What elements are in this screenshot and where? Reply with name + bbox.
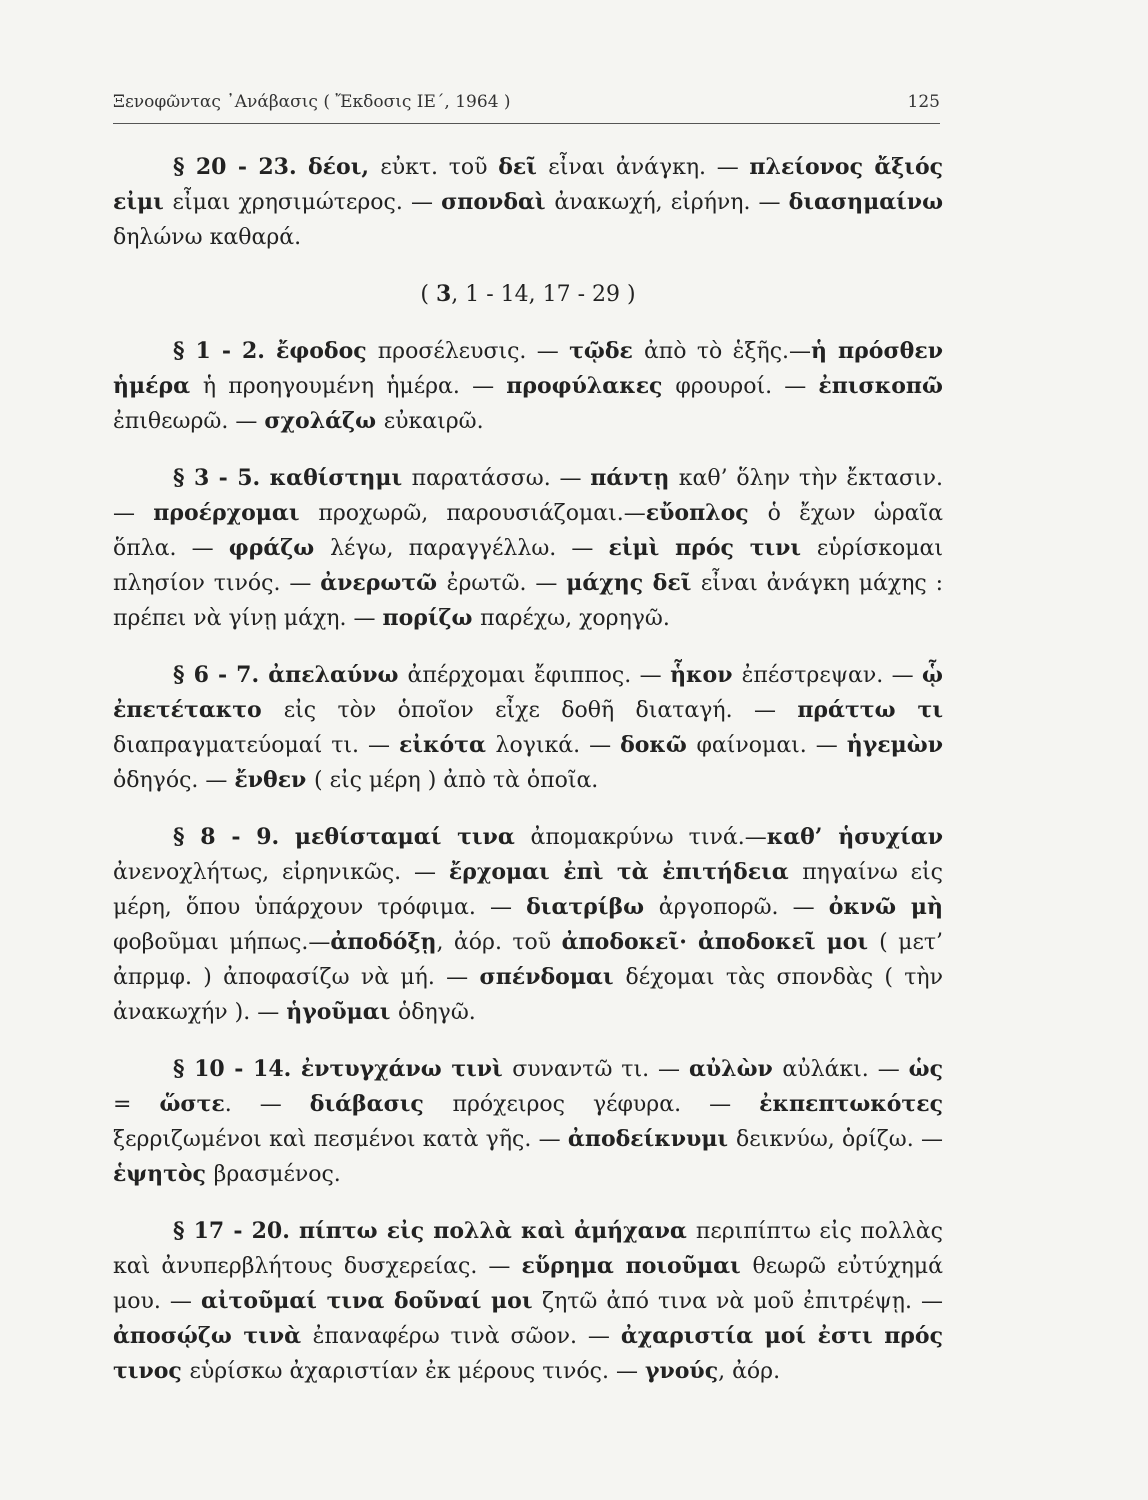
headword: εἰκότα — [398, 732, 496, 758]
headword: διασημαίνω — [788, 189, 944, 215]
headword: ἐπισκοπῶ — [818, 373, 943, 399]
glossary-paragraph — [113, 1052, 943, 1192]
definition-text: παρέχω, χορηγῶ. — [480, 606, 670, 631]
definition-text: πηγαίνω εἰς μέρη, ὅπου ὑπάρχουν τρόφιμα. — — [113, 860, 943, 920]
headword: ἔφοδος — [275, 338, 378, 364]
glossary-paragraph — [113, 150, 943, 255]
headword: δεῖ — [498, 154, 549, 180]
definition-text: ξερριζωμένοι καὶ πεσμένοι κατὰ γῆς. — — [113, 1127, 568, 1152]
running-head-title: Ξενοφῶντας ᾿Ανάβασις ( Ἔκδοσις ΙΕ΄, 1964 ) — [113, 92, 511, 112]
headword: 3 — [435, 281, 452, 307]
headword: φράζω — [228, 535, 331, 561]
headword: ἀνερωτῶ — [320, 570, 447, 596]
definition-text: ἀργοπορῶ. — — [658, 895, 829, 920]
definition-text: φοβοῦμαι μήπως.— — [113, 930, 331, 955]
headword: σπένδομαι — [479, 964, 626, 990]
glossary-paragraph — [113, 1214, 943, 1389]
definition-text: λογικά. — — [495, 733, 621, 758]
definition-text: ἐπιθεωρῶ. — — [113, 409, 265, 434]
headword: πάντῃ — [590, 465, 679, 491]
headword: σχολάζω — [264, 408, 384, 434]
headword: σπονδαὶ — [441, 189, 555, 215]
headword: πράττω τι — [797, 697, 943, 723]
headword: ἡ πρόσθεν ἡμέρα — [113, 338, 943, 399]
headword: ἀποδείκνυμι — [567, 1126, 737, 1152]
headword: τῷδε — [569, 338, 644, 364]
definition-text: εἰς τὸν ὁποῖον εἶχε δοθῆ διαταγή. — — [283, 698, 798, 723]
definition-text: διαπραγματεύομαί τι. — — [113, 733, 399, 758]
headword: αὐλὼν — [688, 1056, 783, 1082]
definition-text: ὁ ἔχων ὡραῖα ὅπλα. — — [113, 501, 943, 561]
headword: δέοι, — [307, 154, 381, 180]
glossary-text — [113, 150, 943, 1411]
headword: ἡγεμὼν — [846, 732, 943, 758]
headword: προφύλακες — [506, 373, 676, 399]
definition-text: εὑρίσκω ἀχαριστίαν ἐκ μέρους τινός. — — [189, 1359, 645, 1384]
definition-text: ἐπέστρεψαν. — — [741, 663, 923, 688]
headword: μάχης δεῖ — [566, 570, 701, 596]
glossary-paragraph — [113, 334, 943, 439]
definition-text: ἀνακωχή, εἰρήνη. — — [554, 190, 789, 215]
headword: ἀποδόξῃ — [330, 929, 437, 955]
headword: εὕρημα ποιοῦμαι — [521, 1253, 753, 1279]
definition-text: . — — [224, 1092, 310, 1117]
headword: ἑψητὸς — [113, 1161, 214, 1187]
headword: § 6 - 7. — [173, 662, 269, 688]
definition-text: ἀπομακρύνω τινά.— — [530, 825, 767, 850]
glossary-paragraph — [113, 658, 943, 798]
headword: διάβασις — [309, 1091, 453, 1117]
headword: εὔοπλος — [645, 500, 768, 526]
definition-text: συναντῶ τι. — — [512, 1057, 689, 1082]
headword: γνούς — [644, 1358, 719, 1384]
definition-text: βρασμένος. — [213, 1162, 341, 1187]
headword: προέρχομαι — [153, 500, 319, 526]
definition-text: περιπίπτω εἰς πολλὰς καὶ ἀνυπερβλήτους δυσχερείας. — — [113, 1219, 943, 1279]
definition-text: , ἀόρ. — [718, 1359, 781, 1384]
headword: ᾧ ἐπετέτακτο — [113, 662, 943, 723]
glossary-paragraph — [113, 820, 943, 1030]
definition-text: προσέλευσις. — — [377, 339, 570, 364]
definition-text: φαίνομαι. — — [696, 733, 847, 758]
headword: ἀποσῴζω τινὰ — [113, 1323, 313, 1349]
definition-text: εἶμαι χρησιμώτερος. — — [172, 190, 442, 215]
headword: ἀποδοκεῖ· ἀποδοκεῖ μοι — [561, 929, 880, 955]
definition-text: εὑρίσκομαι πλησίον τινός. — — [113, 536, 944, 596]
definition-text: εὐκτ. τοῦ — [380, 155, 499, 180]
definition-text: θεωρῶ εὐτύχημά μου. — — [113, 1254, 944, 1314]
headword: ἧκον — [670, 662, 742, 688]
definition-text: , ἀόρ. τοῦ — [436, 930, 562, 955]
headword: καθ’ ἡσυχίαν — [766, 824, 943, 850]
headword: § 3 - 5. — [173, 465, 270, 491]
glossary-paragraph — [113, 461, 943, 636]
headword: πορίζω — [382, 605, 481, 631]
definition-text: ( — [420, 282, 436, 307]
definition-text: ἐρωτῶ. — — [446, 571, 567, 596]
headword: δοκῶ — [620, 732, 697, 758]
definition-text: ὁδηγῶ. — [398, 1000, 476, 1025]
definition-text: ἀπέρχομαι ἔφιππος. — — [407, 663, 671, 688]
definition-text: λέγω, παραγγέλλω. — — [330, 536, 609, 561]
headword: ἔρχομαι ἐπὶ τὰ ἐπιτήδεια — [448, 859, 803, 885]
definition-text: δέχομαι τὰς σπονδὰς ( τὴν ἀνακωχήν ). — — [113, 965, 943, 1025]
headword: ἐκπεπτωκότες — [759, 1091, 944, 1117]
definition-text: δεικνύω, ὁρίζω. — — [736, 1127, 943, 1152]
definition-text: προχωρῶ, παρουσιάζομαι.— — [318, 501, 646, 526]
headword: πλείονος ἄξιός εἰμι — [113, 154, 944, 215]
headword: § 1 - 2. — [173, 338, 276, 364]
definition-text: πρόχειρος γέφυρα. — — [452, 1092, 760, 1117]
definition-text: ἀνενοχλήτως, εἰρηνικῶς. — — [113, 860, 449, 885]
headword: διατρίβω — [526, 894, 659, 920]
headword: μεθίσταμαί τινα — [294, 824, 531, 850]
headword: § 20 - 23. — [173, 154, 308, 180]
definition-text: ὁδηγός. — — [113, 768, 235, 793]
definition-text: ( μετ’ ἀπρμφ. ) ἀποφασίζω νὰ μή. — — [113, 930, 944, 990]
headword: ἀπελαύνω — [268, 662, 408, 688]
headword: § 8 - 9. — [173, 824, 295, 850]
definition-text: , 1 - 14, 17 - 29 ) — [451, 282, 636, 307]
definition-text: αὐλάκι. — — [782, 1057, 909, 1082]
definition-text: εὐκαιρῶ. — [383, 409, 484, 434]
headword: § 17 - 20. — [173, 1218, 300, 1244]
headword: ὡς — [908, 1056, 943, 1082]
headword: § 10 - 14. — [173, 1056, 301, 1082]
definition-text: φρουροί. — — [675, 374, 819, 399]
definition-text: δηλώνω καθαρά. — [113, 225, 302, 250]
definition-text: ζητῶ ἀπό τινα νὰ μοῦ ἐπιτρέψῃ. — — [542, 1289, 943, 1314]
definition-text: παρατάσσω. — — [411, 466, 591, 491]
headword: ἡγοῦμαι — [286, 999, 399, 1025]
headword: ὥστε — [159, 1091, 225, 1117]
headword: καθίστημι — [269, 465, 412, 491]
definition-text: εἶναι ἀνάγκη. — — [548, 155, 750, 180]
page-number: 125 — [907, 92, 940, 112]
definition-text: ἡ προηγουμένη ἡμέρα. — — [202, 374, 507, 399]
section-heading — [113, 277, 943, 312]
definition-text: = — [113, 1092, 160, 1117]
headword: εἰμὶ πρός τινι — [608, 535, 817, 561]
headword: ἔνθεν — [234, 767, 314, 793]
definition-text: ἀπὸ τὸ ἑξῆς.— — [643, 339, 812, 364]
headword: ἀχαριστία μοί ἐστι πρός τινος — [113, 1323, 944, 1384]
headword: αἰτοῦμαί τινα δοῦναί μοι — [200, 1288, 543, 1314]
definition-text: εἶναι ἀνάγκη μάχης : πρέπει νὰ γίνῃ μάχη. — — [113, 571, 943, 631]
definition-text: ( εἰς μέρη ) ἀπὸ τὰ ὁποῖα. — [314, 768, 599, 793]
headword: ὀκνῶ μὴ — [828, 894, 943, 920]
running-head — [113, 92, 940, 112]
header-rule — [113, 123, 940, 124]
headword: ἐντυγχάνω τινὶ — [300, 1056, 513, 1082]
definition-text: ἐπαναφέρω τινὰ σῶον. — — [312, 1324, 621, 1349]
definition-text: καθ’ ὅλην τὴν ἔκτασιν.— — [113, 466, 943, 526]
headword: πίπτω εἰς πολλὰ καὶ ἀμήχανα — [299, 1218, 696, 1244]
